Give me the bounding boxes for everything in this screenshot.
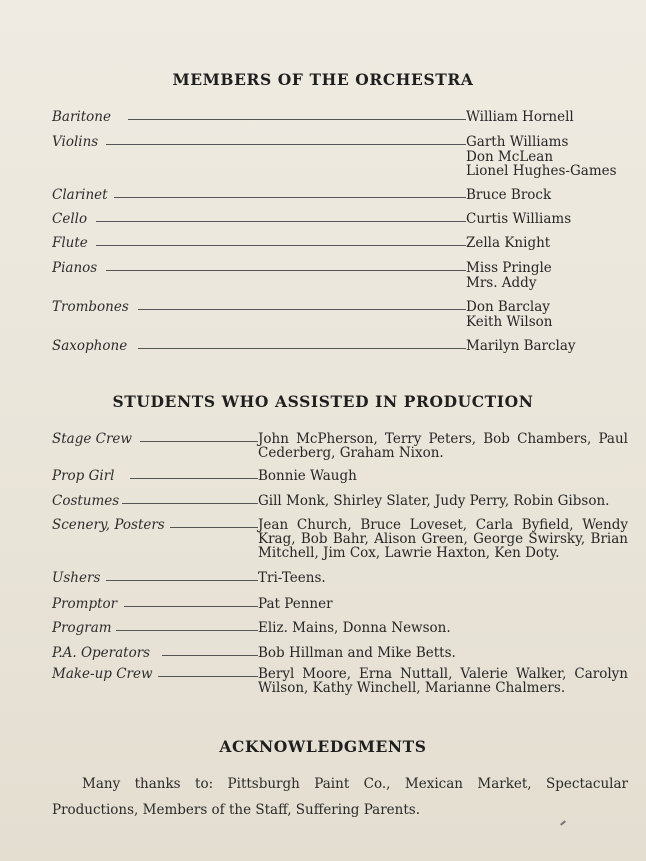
instrument-label: Pianos	[52, 260, 98, 276]
performer-name: Garth Williams	[466, 134, 569, 150]
dot-leader	[130, 478, 258, 479]
performer-name: Mrs. Addy	[466, 274, 537, 291]
role-label: Ushers	[52, 570, 101, 586]
performer-name: William Hornell	[466, 109, 574, 125]
performer-name: Don Barclay	[466, 299, 550, 315]
role-label: P.A. Operators	[52, 645, 151, 661]
dot-leader	[170, 527, 258, 528]
instrument-label: Cello	[52, 211, 88, 227]
role-label: Prop Girl	[52, 468, 115, 484]
dot-leader	[158, 676, 258, 677]
role-label: Program	[52, 620, 112, 636]
role-label: Costumes	[52, 493, 120, 509]
orchestra-row	[52, 236, 600, 250]
orchestra-heading: MEMBERS OF THE ORCHESTRA	[172, 70, 474, 89]
role-label: Scenery, Posters	[52, 517, 165, 533]
instrument-label: Clarinet	[52, 187, 108, 203]
instrument-label: Flute	[52, 235, 88, 251]
orchestra-row	[52, 300, 600, 328]
dot-leader	[116, 630, 258, 631]
performer-name: Miss Pringle	[466, 260, 552, 276]
instrument-label: Violins	[52, 134, 99, 150]
dot-leader	[140, 441, 258, 442]
performer-name: Don McLean	[466, 148, 554, 165]
performer-name: Zella Knight	[466, 235, 551, 251]
student-names: Bonnie Waugh	[258, 468, 357, 484]
role-label: Stage Crew	[52, 431, 132, 447]
student-names: Pat Penner	[258, 596, 333, 612]
performer-name: Bruce Brock	[466, 187, 552, 203]
orchestra-row	[52, 339, 600, 353]
orchestra-row	[52, 261, 600, 289]
dot-leader	[106, 270, 466, 271]
role-label: Make-up Crew	[52, 666, 153, 682]
dot-leader	[162, 655, 258, 656]
acknowledgments-text: Many thanks to: Pittsburgh Paint Co., Mexican Market, Spectacular Productions, Members of the Staff, Suffering Parents.	[52, 776, 628, 818]
student-names: John McPherson, Terry Peters, Bob Chambers, Paul Cederberg, Graham Nixon.	[258, 431, 628, 461]
dot-leader	[138, 348, 466, 349]
dot-leader	[96, 221, 466, 222]
orchestra-row	[52, 188, 600, 202]
student-names: Gill Monk, Shirley Slater, Judy Perry, Robin Gibson.	[258, 493, 610, 509]
orchestra-row	[52, 110, 600, 124]
dot-leader	[128, 119, 466, 120]
student-names: Tri-Teens.	[258, 570, 326, 586]
acknowledgments-heading: ACKNOWLEDGMENTS	[219, 737, 427, 756]
dot-leader	[106, 144, 466, 145]
performer-name: Curtis Williams	[466, 211, 572, 227]
dot-leader	[124, 606, 258, 607]
performer-name: Keith Wilson	[466, 313, 553, 330]
instrument-label: Trombones	[52, 299, 129, 315]
role-label: Promptor	[52, 596, 118, 612]
dot-leader	[96, 245, 466, 246]
instrument-label: Baritone	[52, 109, 111, 125]
student-names: Jean Church, Bruce Loveset, Carla Byfield, Wendy Krag, Bob Bahr, Alison Green, George Swirsky, Brian Mitchell, Jim Cox, Lawrie Haxton, Ken Doty.	[258, 517, 628, 561]
student-names: Bob Hillman and Mike Betts.	[258, 645, 456, 661]
performer-name: Lionel Hughes-Games	[466, 163, 617, 179]
dot-leader	[122, 503, 258, 504]
student-names: Eliz. Mains, Donna Newson.	[258, 620, 451, 636]
orchestra-row	[52, 134, 617, 179]
instrument-label: Saxophone	[52, 338, 128, 354]
orchestra-row	[52, 212, 600, 226]
dot-leader	[106, 580, 258, 581]
performer-name: Marilyn Barclay	[466, 338, 576, 354]
dot-leader	[114, 197, 466, 198]
student-names: Beryl Moore, Erna Nuttall, Valerie Walker, Carolyn Wilson, Kathy Winchell, Marianne Chalmers.	[258, 666, 628, 696]
students-heading: STUDENTS WHO ASSISTED IN PRODUCTION	[112, 392, 534, 411]
dot-leader	[138, 309, 466, 310]
